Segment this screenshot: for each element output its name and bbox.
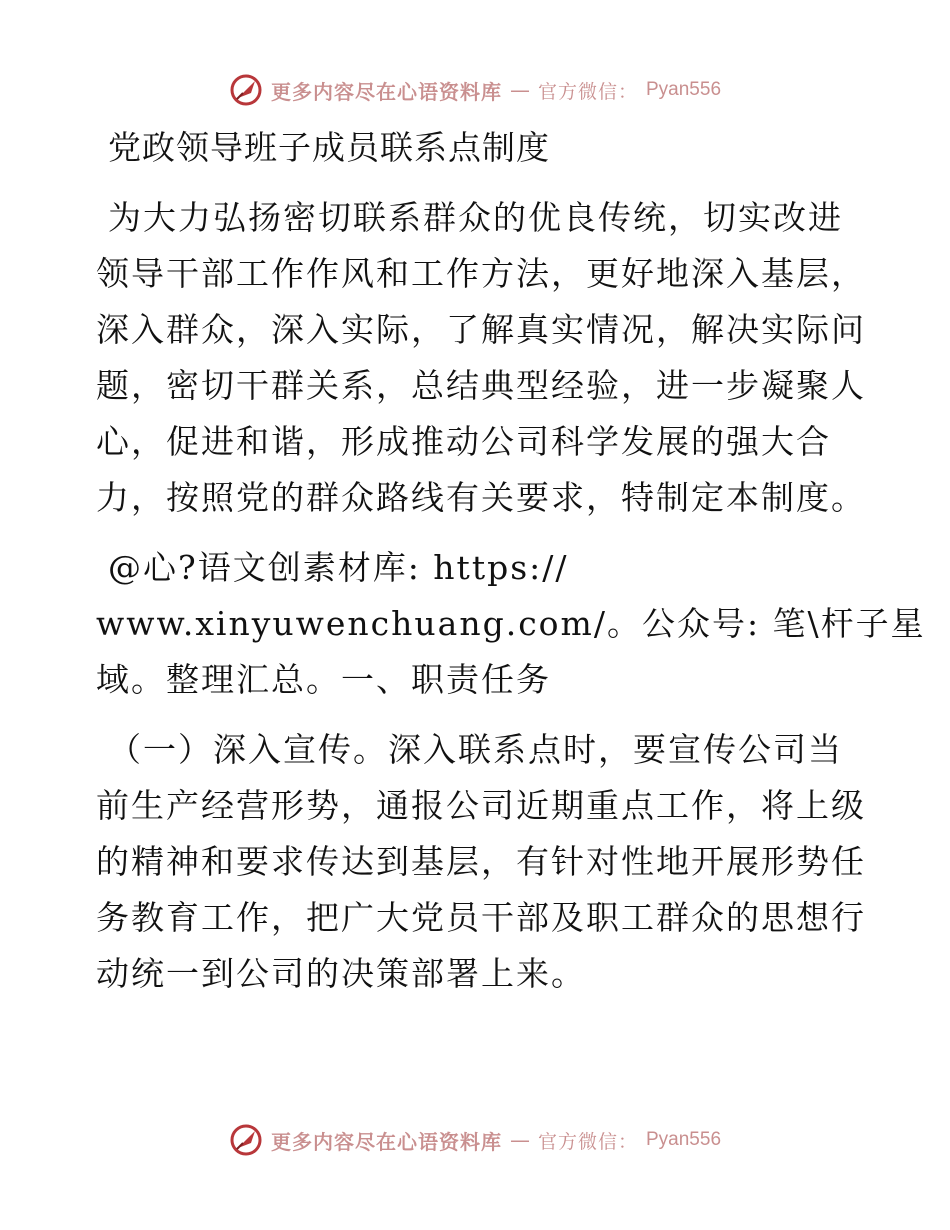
- footer-dash: —: [509, 1128, 530, 1152]
- intro-line: 力，按照党的群众路线有关要求，特制定本制度。: [96, 478, 866, 517]
- footer-banner: [0, 1120, 950, 1160]
- quill-logo-icon: [229, 73, 263, 107]
- source-line: 域。整理汇总。一、职责任务: [96, 660, 551, 699]
- section1-line: 的精神和要求传达到基层，有针对性地开展形势任: [96, 842, 866, 881]
- footer-wechat-id: Pyan556: [646, 1129, 722, 1150]
- quill-logo-icon: [229, 1123, 263, 1157]
- section1-line: 务教育工作，把广大党员干部及职工群众的思想行: [96, 898, 866, 937]
- intro-paragraph: [96, 190, 866, 526]
- intro-line: 深入群众，深入实际，了解真实情况，解决实际问: [96, 310, 866, 349]
- intro-line: 题，密切干群关系，总结典型经验，进一步凝聚人: [96, 366, 866, 405]
- header-dash: —: [509, 78, 530, 102]
- document-body: [96, 120, 926, 1016]
- section1-line: （一）深入宣传。深入联系点时，要宣传公司当: [108, 730, 843, 769]
- header-wechat-label: 官方微信：: [537, 80, 638, 103]
- section1-line: 前生产经营形势，通报公司近期重点工作，将上级: [96, 786, 866, 825]
- header-banner: [0, 70, 950, 110]
- header-wechat-id: Pyan556: [646, 79, 722, 100]
- section1-paragraph: [96, 722, 866, 1002]
- intro-line: 领导干部工作作风和工作方法，更好地深入基层，: [96, 254, 866, 293]
- source-line: www.xinyuwenchuang.com/。公众号: 笔\杆子星: [96, 604, 926, 643]
- footer-wechat-label: 官方微信：: [537, 1130, 638, 1153]
- footer-promo-text: 更多内容尽在心语资料库: [270, 1129, 502, 1154]
- intro-line: 心，促进和谐，形成推动公司科学发展的强大合: [96, 422, 831, 461]
- section1-line: 动统一到公司的决策部署上来。: [96, 954, 586, 993]
- document-title: 党政领导班子成员联系点制度: [108, 128, 550, 167]
- source-paragraph: [96, 540, 926, 708]
- source-line: @心?语文创素材库: https://: [108, 548, 569, 587]
- intro-line: 为大力弘扬密切联系群众的优良传统，切实改进: [108, 198, 843, 237]
- header-promo-text: 更多内容尽在心语资料库: [270, 79, 502, 104]
